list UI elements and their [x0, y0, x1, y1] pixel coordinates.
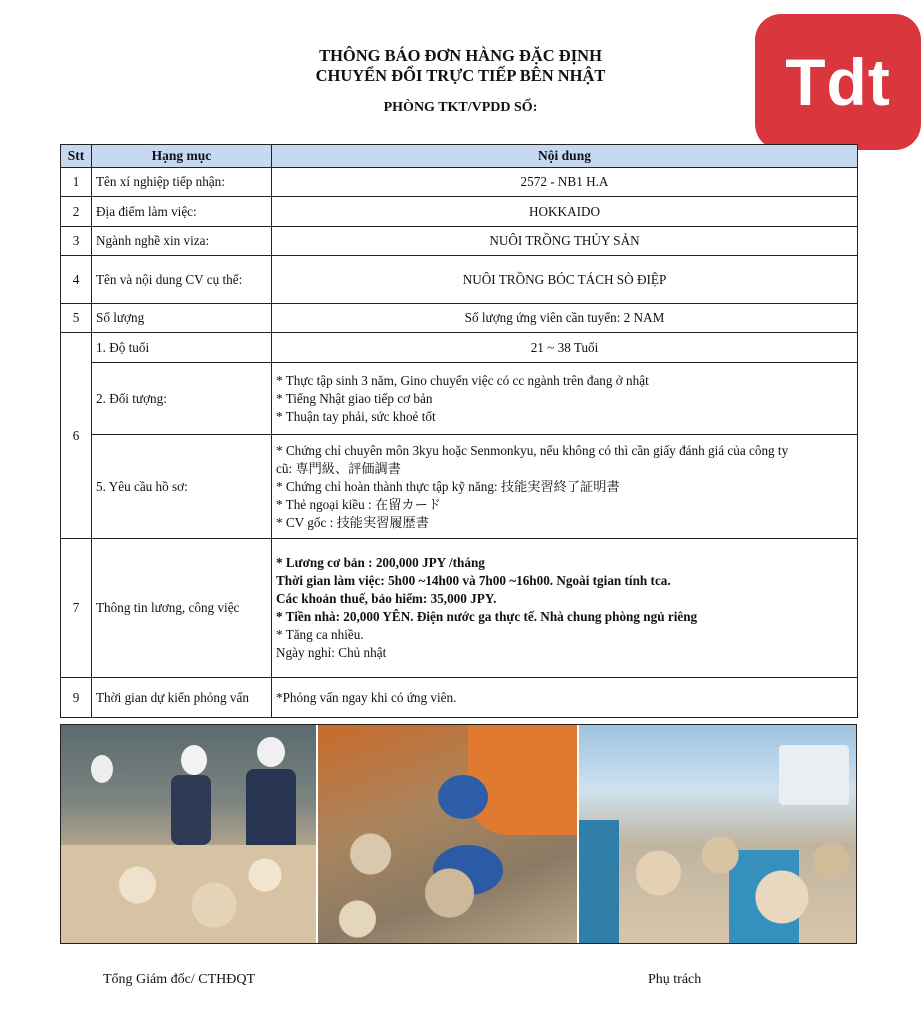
table-row	[61, 435, 858, 539]
docs-line: cũ: 専門級、評価調書	[276, 460, 401, 476]
row-label: Tên và nội dung CV cụ thể:	[92, 256, 272, 304]
salary-line: Các khoản thuế, bảo hiểm: 35,000 JPY.	[276, 591, 497, 606]
row-value: HOKKAIDO	[272, 197, 858, 227]
docs-line: * Chứng chỉ chuyên môn 3kyu hoặc Senmonkyu, nếu không có thì cần giấy đánh giá của công ty	[276, 442, 789, 458]
target-label: 2. Đối tượng:	[92, 363, 272, 435]
target-line: * Thuận tay phải, sức khoẻ tốt	[276, 408, 436, 424]
logo-text: Tdt	[785, 45, 891, 119]
scallop-workers-photo	[61, 725, 316, 943]
docs-line: * CV gốc : 技能実習履歴書	[276, 514, 429, 530]
target-requirements	[272, 363, 858, 435]
age-label: 1. Độ tuổi	[92, 333, 272, 363]
table-row	[61, 333, 858, 363]
scallop-harbor-photo	[579, 725, 856, 943]
salary-line: * Tiền nhà: 20,000 YÊN. Điện nước ga thực tế. Nhà chung phòng ngủ riêng	[276, 609, 698, 624]
photo-strip	[60, 724, 857, 944]
row-label: Tên xí nghiệp tiếp nhận:	[92, 168, 272, 197]
row-stt: 1	[61, 168, 92, 197]
row-stt: 3	[61, 227, 92, 256]
interview-label: Thời gian dự kiến phỏng vấn	[92, 678, 272, 718]
docs-requirements	[272, 435, 858, 539]
row-stt: 7	[61, 539, 92, 678]
header-stt: Stt	[61, 145, 92, 168]
target-line: * Thực tập sinh 3 năm, Gino chuyển việc có cc ngành trên đang ở nhật	[276, 372, 649, 388]
table-row	[61, 363, 858, 435]
salary-line: Ngày nghỉ: Chủ nhật	[276, 645, 387, 660]
row-value: Số lượng ứng viên cần tuyển: 2 NAM	[272, 304, 858, 333]
row-label: Địa điểm làm việc:	[92, 197, 272, 227]
document-title-line1: THÔNG BÁO ĐƠN HÀNG ĐẶC ĐỊNH	[319, 46, 602, 65]
table-row	[61, 539, 858, 678]
salary-line: * Lương cơ bản : 200,000 JPY /tháng	[276, 555, 485, 570]
header-content: Nội dung	[272, 145, 858, 168]
row-label: Số lượng	[92, 304, 272, 333]
row-value: 2572 - NB1 H.A	[272, 168, 858, 197]
table-row	[61, 197, 858, 227]
office-number: PHÒNG TKT/VPDD SỐ:	[383, 100, 538, 115]
table-row	[61, 256, 858, 304]
order-table	[60, 144, 858, 718]
table-header-row	[61, 145, 858, 168]
signature-incharge-label: Phụ trách	[648, 972, 702, 987]
row-value: NUÔI TRỒNG BÓC TÁCH SÒ ĐIỆP	[272, 256, 858, 304]
header-category: Hạng mục	[92, 145, 272, 168]
docs-label: 5. Yêu cầu hồ sơ:	[92, 435, 272, 539]
salary-line: Thời gian làm việc: 5h00 ~14h00 và 7h00 ~16h00. Ngoài tgian tính tca.	[276, 573, 671, 588]
signature-director-label: Tổng Giám đốc/ CTHĐQT	[103, 972, 256, 987]
age-value: 21 ~ 38 Tuổi	[272, 333, 858, 363]
salary-label: Thông tin lương, công việc	[92, 539, 272, 678]
table-row	[61, 227, 858, 256]
docs-line: * Thẻ ngoại kiều : 在留カード	[276, 496, 441, 512]
row-stt: 4	[61, 256, 92, 304]
row-stt: 6	[61, 333, 92, 539]
row-stt: 5	[61, 304, 92, 333]
target-line: * Tiếng Nhật giao tiếp cơ bản	[276, 390, 433, 406]
scallop-shucking-photo	[316, 725, 579, 943]
row-stt: 2	[61, 197, 92, 227]
salary-line: * Tăng ca nhiều.	[276, 627, 364, 642]
table-row	[61, 168, 858, 197]
row-stt: 9	[61, 678, 92, 718]
docs-line: * Chứng chỉ hoàn thành thực tập kỹ năng: 技能実習終了証明書	[276, 478, 620, 494]
salary-details	[272, 539, 858, 678]
row-value: NUÔI TRỒNG THỦY SẢN	[272, 227, 858, 256]
document-title-line2: CHUYỂN ĐỔI TRỰC TIẾP BÊN NHẬT	[315, 66, 606, 85]
row-label: Ngành nghề xin viza:	[92, 227, 272, 256]
interview-value: *Phỏng vấn ngay khi có ứng viên.	[272, 678, 858, 718]
table-row	[61, 304, 858, 333]
table-row	[61, 678, 858, 718]
